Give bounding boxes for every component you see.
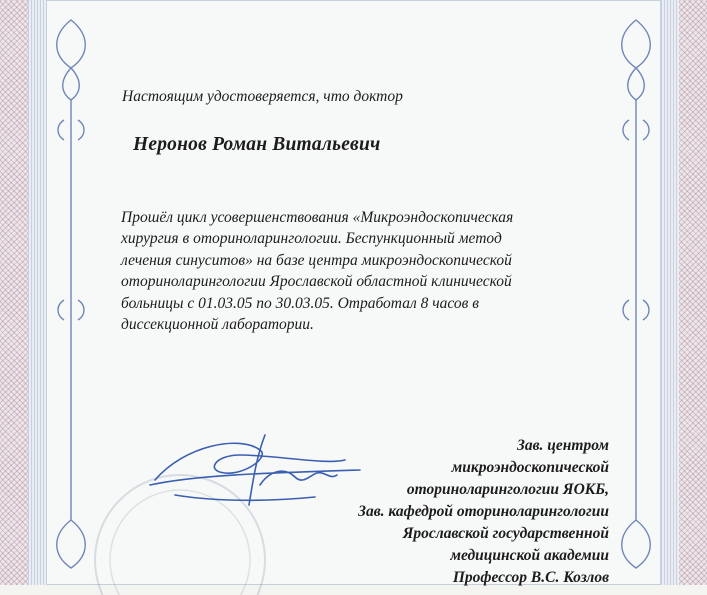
body-line: оториноларингологии Ярославской областной клинической bbox=[121, 273, 512, 291]
signatory-line: оториноларингологии ЯОКБ, bbox=[406, 481, 609, 498]
signatory-line: медицинской академии bbox=[450, 547, 609, 564]
signatory-line: микроэндоскопической bbox=[451, 459, 609, 476]
signatory-block bbox=[358, 435, 609, 589]
body-line: хирургия в оториноларингологии. Беспункционный метод bbox=[121, 230, 502, 248]
signatory-line: Ярославской государственной bbox=[402, 525, 609, 542]
recipient-name: Неронов Роман Витальевич bbox=[133, 134, 381, 155]
body-line: диссекционной лаборатории. bbox=[121, 316, 314, 334]
right-ornament-icon bbox=[607, 0, 665, 585]
handwritten-signature-icon bbox=[145, 425, 370, 520]
signatory-line: Зав. кафедрой оториноларингологии bbox=[358, 503, 609, 520]
body-line: Прошёл цикл усовершенствования «Микроэндоскопическая bbox=[121, 209, 514, 226]
signatory-line: Профессор В.С. Козлов bbox=[452, 569, 609, 586]
signatory-line: Зав. центром bbox=[516, 437, 609, 454]
body-line: лечения синуситов» на базе центра микроэндоскопической bbox=[121, 251, 512, 269]
body-line: больницы с 01.03.05 по 30.03.05. Отработал 8 часов в bbox=[121, 294, 479, 312]
certificate-body bbox=[121, 207, 608, 335]
certificate-intro: Настоящим удостоверяется, что доктор bbox=[122, 88, 403, 105]
